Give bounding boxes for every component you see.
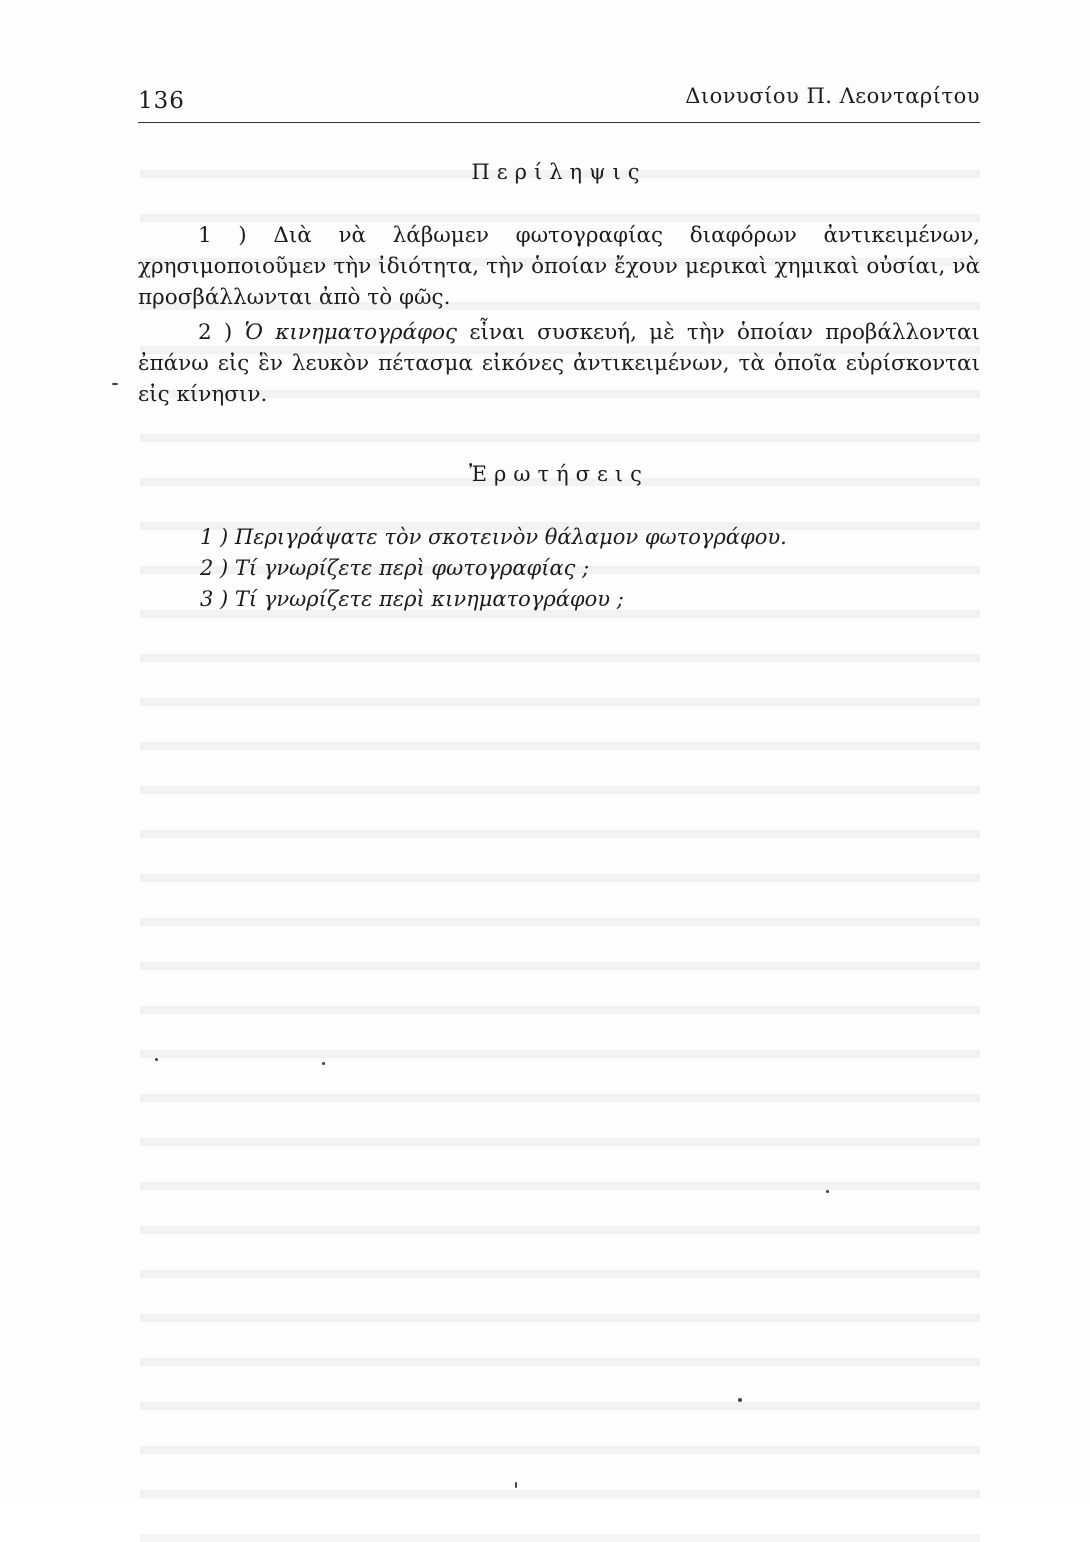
- question-item: 3 ) Τί γνωρίζετε περὶ κινηματογράφου ;: [200, 587, 624, 611]
- summary-item-2: [138, 317, 980, 410]
- paper-speck: [826, 1190, 829, 1193]
- paper-speck: [155, 1058, 158, 1061]
- questions-heading: Ἐρωτήσεις: [469, 462, 649, 486]
- summary-heading: Περίληψις: [471, 160, 647, 184]
- summary-body: [138, 220, 980, 414]
- summary-item-1: [138, 220, 980, 313]
- summary-item-emphasis: Ὁ κινηματογράφος: [244, 320, 458, 345]
- questions-list: [200, 522, 920, 615]
- summary-item-text: εἶναι συσκευή, μὲ τὴν ὁποίαν προβάλλονται ἐπάνω εἰς ἓν λευκὸν πέτασμα εἰκόνες ἀντικειμένων, τὰ ὁποῖα εὑρίσκονται εἰς κίνησιν.: [138, 320, 980, 407]
- question-item: 1 ) Περιγράψατε τὸν σκοτεινὸν θάλαμον φωτογράφου.: [200, 525, 787, 549]
- paper-speck: [322, 1062, 325, 1065]
- summary-item-number: 2 ): [198, 320, 233, 345]
- summary-item-number: 1 ): [198, 223, 247, 248]
- page-header: [138, 76, 980, 124]
- header-rule: [138, 122, 980, 123]
- question-item: 2 ) Τί γνωρίζετε περὶ φωτογραφίας ;: [200, 556, 590, 580]
- paper-speck: [738, 1398, 742, 1402]
- running-head: Διονυσίου Π. Λεονταρίτου: [685, 84, 980, 108]
- page-number: 136: [138, 88, 185, 114]
- paper-speck: [515, 1482, 517, 1488]
- paper-speck: [112, 383, 118, 385]
- summary-item-text: Διὰ νὰ λάβωμεν φωτογραφίας διαφόρων ἀντικειμένων, χρησιμοποιοῦμεν τὴν ἰδιότητα, τὴν ὁποίαν ἔχουν μερικαὶ χημικαὶ οὐσίαι, νὰ προσβάλλωνται ἀπὸ τὸ φῶς.: [138, 223, 980, 310]
